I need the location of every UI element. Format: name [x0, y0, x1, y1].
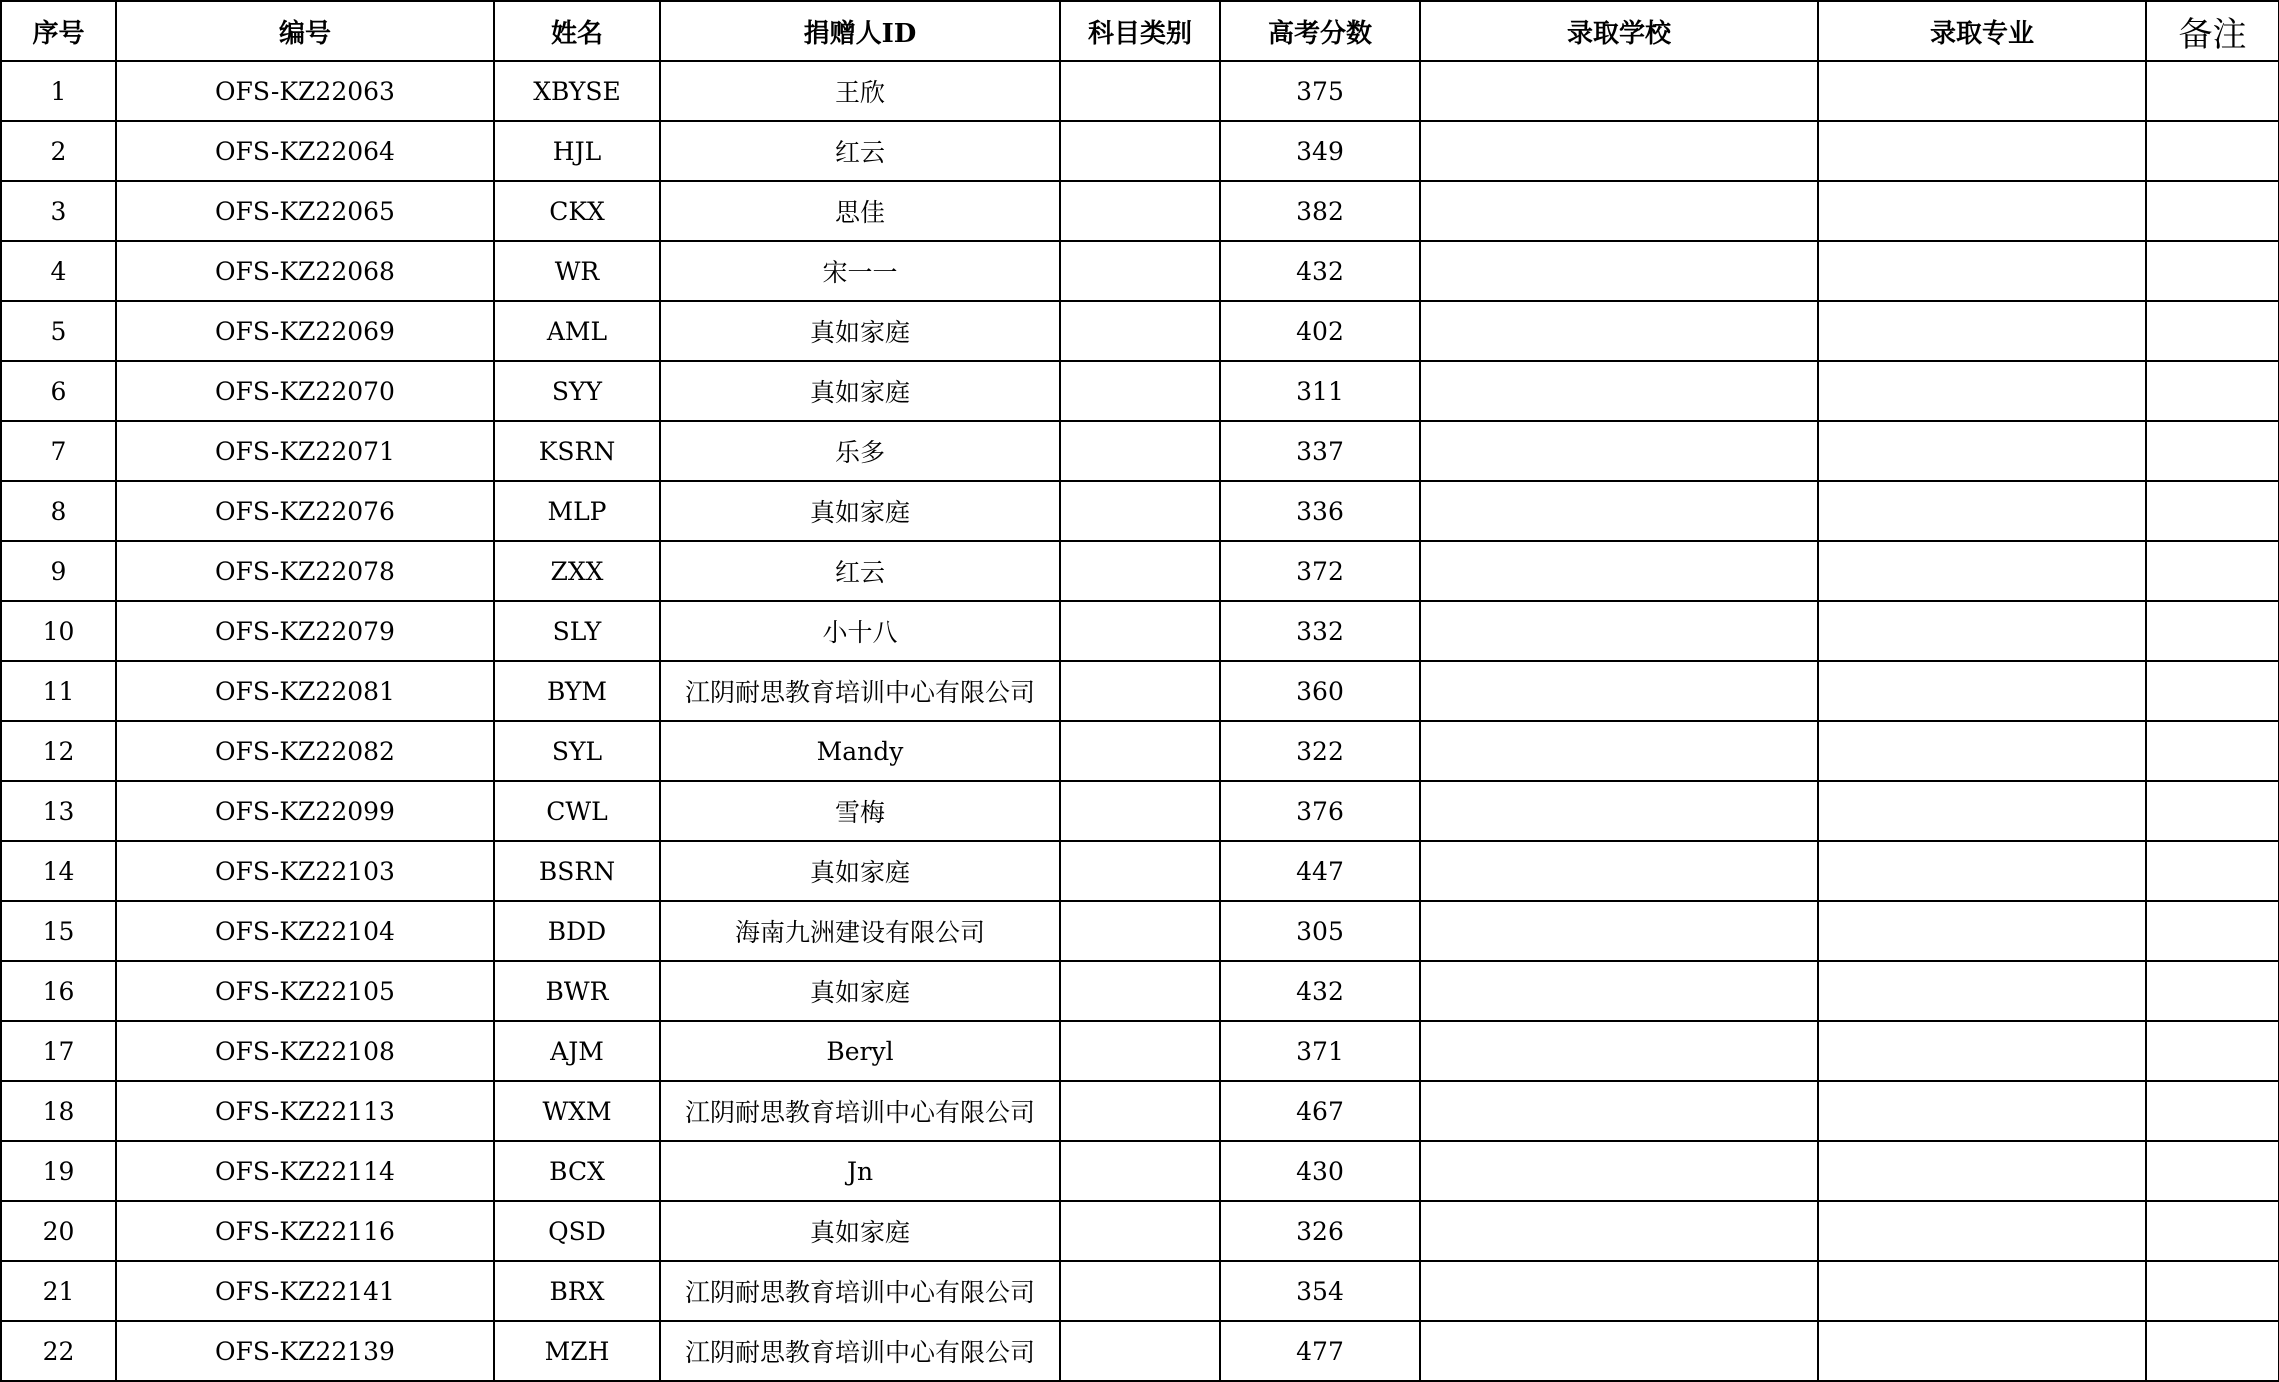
cell-major [1818, 841, 2146, 901]
cell-school [1420, 661, 1818, 721]
cell-remark [2146, 1201, 2279, 1261]
cell-name: BRX [494, 1261, 660, 1321]
cell-subject [1060, 421, 1220, 481]
cell-remark [2146, 121, 2279, 181]
cell-subject [1060, 481, 1220, 541]
header-name: 姓名 [494, 1, 660, 61]
cell-code: OFS-KZ22068 [116, 241, 494, 301]
cell-seq: 16 [1, 961, 116, 1021]
cell-code: OFS-KZ22076 [116, 481, 494, 541]
cell-donor: 小十八 [660, 601, 1060, 661]
cell-major [1818, 1321, 2146, 1381]
header-donor: 捐赠人ID [660, 1, 1060, 61]
table-row [1, 1021, 2279, 1081]
cell-major [1818, 181, 2146, 241]
cell-major [1818, 241, 2146, 301]
header-row [1, 1, 2279, 61]
cell-major [1818, 121, 2146, 181]
cell-score: 336 [1220, 481, 1420, 541]
cell-major [1818, 1081, 2146, 1141]
cell-code: OFS-KZ22099 [116, 781, 494, 841]
cell-name: BCX [494, 1141, 660, 1201]
cell-name: BYM [494, 661, 660, 721]
cell-school [1420, 601, 1818, 661]
cell-donor: Jn [660, 1141, 1060, 1201]
cell-major [1818, 541, 2146, 601]
cell-subject [1060, 1261, 1220, 1321]
cell-school [1420, 1021, 1818, 1081]
cell-remark [2146, 421, 2279, 481]
cell-score: 349 [1220, 121, 1420, 181]
cell-name: AJM [494, 1021, 660, 1081]
cell-subject [1060, 721, 1220, 781]
cell-name: BSRN [494, 841, 660, 901]
cell-subject [1060, 541, 1220, 601]
cell-donor: 思佳 [660, 181, 1060, 241]
table-row [1, 481, 2279, 541]
cell-score: 447 [1220, 841, 1420, 901]
cell-name: WR [494, 241, 660, 301]
cell-school [1420, 1321, 1818, 1381]
cell-seq: 20 [1, 1201, 116, 1261]
cell-code: OFS-KZ22081 [116, 661, 494, 721]
table-row [1, 1141, 2279, 1201]
cell-donor: 真如家庭 [660, 1201, 1060, 1261]
cell-subject [1060, 781, 1220, 841]
cell-remark [2146, 961, 2279, 1021]
table-row [1, 1261, 2279, 1321]
cell-code: OFS-KZ22079 [116, 601, 494, 661]
cell-school [1420, 1261, 1818, 1321]
cell-major [1818, 1021, 2146, 1081]
cell-school [1420, 1141, 1818, 1201]
cell-name: SYY [494, 361, 660, 421]
cell-score: 332 [1220, 601, 1420, 661]
table-row [1, 241, 2279, 301]
cell-remark [2146, 841, 2279, 901]
cell-school [1420, 721, 1818, 781]
cell-name: MZH [494, 1321, 660, 1381]
cell-seq: 11 [1, 661, 116, 721]
header-school: 录取学校 [1420, 1, 1818, 61]
table-row [1, 361, 2279, 421]
cell-major [1818, 1201, 2146, 1261]
cell-subject [1060, 1141, 1220, 1201]
cell-score: 311 [1220, 361, 1420, 421]
cell-subject [1060, 121, 1220, 181]
cell-remark [2146, 781, 2279, 841]
cell-code: OFS-KZ22105 [116, 961, 494, 1021]
cell-code: OFS-KZ22082 [116, 721, 494, 781]
cell-name: MLP [494, 481, 660, 541]
cell-remark [2146, 1261, 2279, 1321]
header-remark: 备注 [2146, 1, 2279, 61]
cell-remark [2146, 241, 2279, 301]
cell-seq: 18 [1, 1081, 116, 1141]
cell-remark [2146, 661, 2279, 721]
cell-subject [1060, 961, 1220, 1021]
cell-score: 402 [1220, 301, 1420, 361]
cell-subject [1060, 181, 1220, 241]
cell-score: 337 [1220, 421, 1420, 481]
cell-school [1420, 121, 1818, 181]
cell-school [1420, 421, 1818, 481]
cell-seq: 1 [1, 61, 116, 121]
cell-name: ZXX [494, 541, 660, 601]
cell-school [1420, 361, 1818, 421]
cell-donor: 王欣 [660, 61, 1060, 121]
cell-score: 467 [1220, 1081, 1420, 1141]
cell-remark [2146, 1321, 2279, 1381]
header-code: 编号 [116, 1, 494, 61]
table-row [1, 901, 2279, 961]
cell-code: OFS-KZ22065 [116, 181, 494, 241]
cell-donor: 真如家庭 [660, 361, 1060, 421]
cell-subject [1060, 1081, 1220, 1141]
cell-name: XBYSE [494, 61, 660, 121]
cell-name: CKX [494, 181, 660, 241]
cell-name: QSD [494, 1201, 660, 1261]
table-row [1, 721, 2279, 781]
cell-score: 477 [1220, 1321, 1420, 1381]
cell-score: 305 [1220, 901, 1420, 961]
cell-seq: 5 [1, 301, 116, 361]
table-row [1, 1081, 2279, 1141]
cell-school [1420, 481, 1818, 541]
cell-name: BDD [494, 901, 660, 961]
cell-code: OFS-KZ22116 [116, 1201, 494, 1261]
cell-score: 430 [1220, 1141, 1420, 1201]
cell-score: 326 [1220, 1201, 1420, 1261]
cell-code: OFS-KZ22104 [116, 901, 494, 961]
cell-school [1420, 541, 1818, 601]
table-row [1, 961, 2279, 1021]
header-major: 录取专业 [1818, 1, 2146, 61]
cell-code: OFS-KZ22141 [116, 1261, 494, 1321]
cell-donor: 雪梅 [660, 781, 1060, 841]
cell-major [1818, 781, 2146, 841]
cell-donor: 真如家庭 [660, 481, 1060, 541]
cell-seq: 21 [1, 1261, 116, 1321]
cell-remark [2146, 61, 2279, 121]
table-row [1, 541, 2279, 601]
cell-code: OFS-KZ22108 [116, 1021, 494, 1081]
cell-score: 432 [1220, 241, 1420, 301]
cell-subject [1060, 901, 1220, 961]
cell-donor: 江阴耐思教育培训中心有限公司 [660, 661, 1060, 721]
cell-code: OFS-KZ22070 [116, 361, 494, 421]
cell-seq: 10 [1, 601, 116, 661]
cell-school [1420, 901, 1818, 961]
cell-code: OFS-KZ22103 [116, 841, 494, 901]
cell-name: WXM [494, 1081, 660, 1141]
table-row [1, 181, 2279, 241]
cell-name: BWR [494, 961, 660, 1021]
cell-code: OFS-KZ22071 [116, 421, 494, 481]
cell-subject [1060, 241, 1220, 301]
cell-major [1818, 961, 2146, 1021]
table-row [1, 61, 2279, 121]
cell-remark [2146, 721, 2279, 781]
cell-subject [1060, 661, 1220, 721]
cell-school [1420, 301, 1818, 361]
cell-major [1818, 61, 2146, 121]
cell-seq: 17 [1, 1021, 116, 1081]
cell-seq: 22 [1, 1321, 116, 1381]
cell-major [1818, 1261, 2146, 1321]
cell-remark [2146, 181, 2279, 241]
cell-major [1818, 661, 2146, 721]
table-row [1, 601, 2279, 661]
cell-school [1420, 181, 1818, 241]
cell-remark [2146, 601, 2279, 661]
cell-seq: 4 [1, 241, 116, 301]
header-subject: 科目类别 [1060, 1, 1220, 61]
cell-donor: Beryl [660, 1021, 1060, 1081]
cell-donor: 江阴耐思教育培训中心有限公司 [660, 1261, 1060, 1321]
cell-donor: 江阴耐思教育培训中心有限公司 [660, 1321, 1060, 1381]
cell-subject [1060, 61, 1220, 121]
cell-school [1420, 961, 1818, 1021]
header-seq: 序号 [1, 1, 116, 61]
cell-subject [1060, 841, 1220, 901]
cell-major [1818, 1141, 2146, 1201]
cell-score: 372 [1220, 541, 1420, 601]
table-row [1, 1201, 2279, 1261]
cell-name: KSRN [494, 421, 660, 481]
table-row [1, 1321, 2279, 1381]
header-score: 高考分数 [1220, 1, 1420, 61]
table-body [1, 61, 2279, 1381]
cell-major [1818, 601, 2146, 661]
table-row [1, 781, 2279, 841]
cell-score: 322 [1220, 721, 1420, 781]
cell-donor: 真如家庭 [660, 841, 1060, 901]
cell-code: OFS-KZ22069 [116, 301, 494, 361]
table-row [1, 421, 2279, 481]
cell-seq: 3 [1, 181, 116, 241]
table-row [1, 841, 2279, 901]
cell-seq: 2 [1, 121, 116, 181]
cell-donor: 乐多 [660, 421, 1060, 481]
cell-remark [2146, 1141, 2279, 1201]
cell-major [1818, 721, 2146, 781]
cell-subject [1060, 1321, 1220, 1381]
cell-major [1818, 361, 2146, 421]
cell-subject [1060, 601, 1220, 661]
cell-seq: 8 [1, 481, 116, 541]
cell-remark [2146, 1021, 2279, 1081]
cell-remark [2146, 1081, 2279, 1141]
cell-donor: 红云 [660, 121, 1060, 181]
cell-code: OFS-KZ22063 [116, 61, 494, 121]
cell-name: AML [494, 301, 660, 361]
cell-major [1818, 421, 2146, 481]
cell-code: OFS-KZ22114 [116, 1141, 494, 1201]
cell-donor: 海南九洲建设有限公司 [660, 901, 1060, 961]
cell-name: SYL [494, 721, 660, 781]
cell-seq: 12 [1, 721, 116, 781]
cell-seq: 14 [1, 841, 116, 901]
cell-seq: 6 [1, 361, 116, 421]
cell-name: HJL [494, 121, 660, 181]
cell-code: OFS-KZ22113 [116, 1081, 494, 1141]
cell-score: 375 [1220, 61, 1420, 121]
cell-seq: 7 [1, 421, 116, 481]
cell-donor: 真如家庭 [660, 961, 1060, 1021]
cell-remark [2146, 901, 2279, 961]
cell-major [1818, 901, 2146, 961]
cell-name: SLY [494, 601, 660, 661]
cell-subject [1060, 301, 1220, 361]
table-row [1, 121, 2279, 181]
cell-subject [1060, 1201, 1220, 1261]
cell-seq: 9 [1, 541, 116, 601]
cell-school [1420, 1081, 1818, 1141]
cell-seq: 19 [1, 1141, 116, 1201]
cell-code: OFS-KZ22139 [116, 1321, 494, 1381]
cell-donor: 宋一一 [660, 241, 1060, 301]
cell-seq: 15 [1, 901, 116, 961]
cell-donor: 江阴耐思教育培训中心有限公司 [660, 1081, 1060, 1141]
cell-code: OFS-KZ22078 [116, 541, 494, 601]
cell-score: 432 [1220, 961, 1420, 1021]
cell-subject [1060, 1021, 1220, 1081]
cell-score: 371 [1220, 1021, 1420, 1081]
cell-donor: 红云 [660, 541, 1060, 601]
cell-remark [2146, 301, 2279, 361]
cell-school [1420, 841, 1818, 901]
cell-remark [2146, 481, 2279, 541]
cell-school [1420, 1201, 1818, 1261]
cell-score: 382 [1220, 181, 1420, 241]
cell-donor: Mandy [660, 721, 1060, 781]
cell-remark [2146, 361, 2279, 421]
cell-remark [2146, 541, 2279, 601]
cell-seq: 13 [1, 781, 116, 841]
table-row [1, 661, 2279, 721]
cell-subject [1060, 361, 1220, 421]
cell-school [1420, 241, 1818, 301]
cell-code: OFS-KZ22064 [116, 121, 494, 181]
cell-major [1818, 301, 2146, 361]
cell-score: 376 [1220, 781, 1420, 841]
cell-school [1420, 61, 1818, 121]
table-row [1, 301, 2279, 361]
cell-donor: 真如家庭 [660, 301, 1060, 361]
cell-name: CWL [494, 781, 660, 841]
cell-major [1818, 481, 2146, 541]
cell-score: 360 [1220, 661, 1420, 721]
cell-score: 354 [1220, 1261, 1420, 1321]
cell-school [1420, 781, 1818, 841]
